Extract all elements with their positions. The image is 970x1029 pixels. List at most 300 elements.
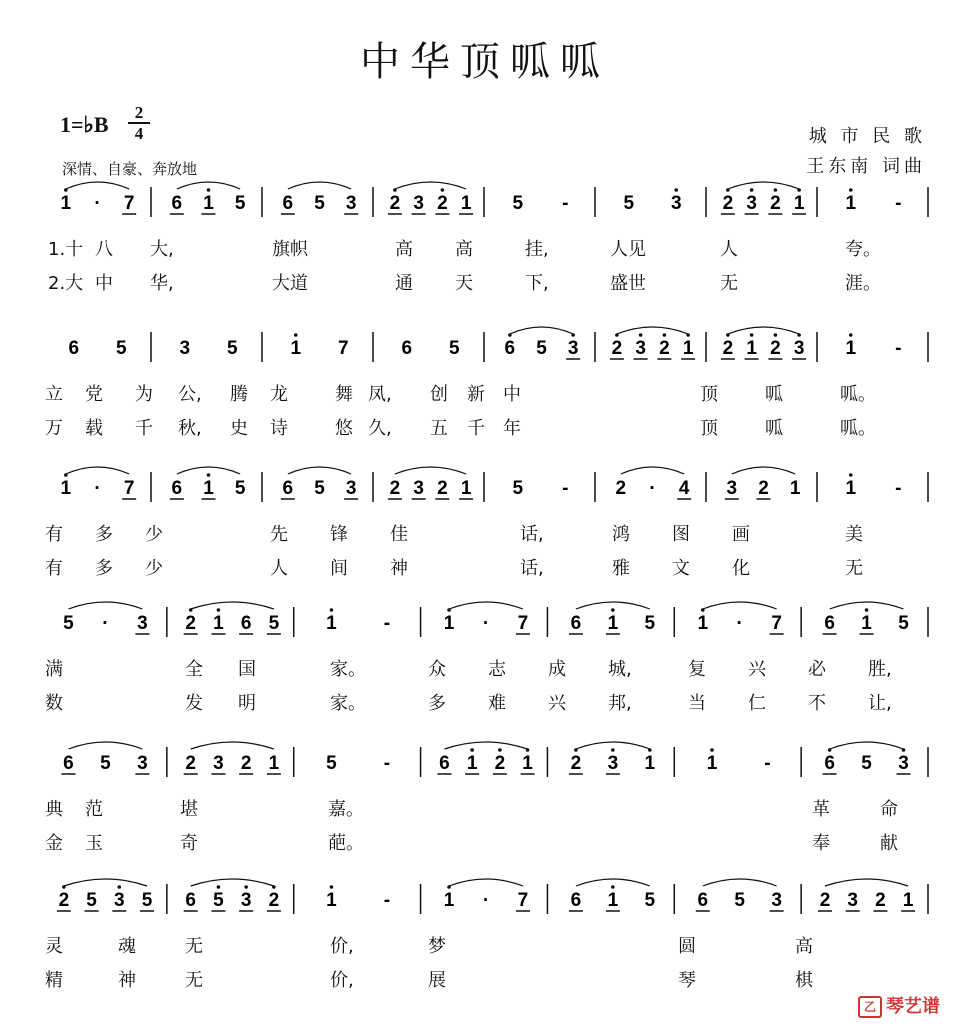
note: 1 <box>203 478 214 499</box>
lyric-syllable: 高 <box>795 936 813 957</box>
lyric-syllable: 千 <box>467 418 485 439</box>
lyric-syllable: 精 <box>45 970 63 991</box>
note: 2 <box>437 478 448 499</box>
note: 2 <box>570 753 582 774</box>
note: 6 <box>824 613 835 634</box>
note: 5 <box>734 890 746 911</box>
lyric-syllable: 史 <box>230 418 248 439</box>
lyric-syllable: 金 <box>45 833 63 854</box>
octave-dot <box>849 188 853 192</box>
note: 1 <box>326 890 337 911</box>
note: 6 <box>68 338 80 359</box>
note: 1 <box>789 478 801 499</box>
note: 2 <box>819 890 831 911</box>
score-system <box>0 320 970 440</box>
lyric-syllable: 家。 <box>330 693 366 714</box>
lyric-syllable: 多 <box>428 693 446 714</box>
note: 3 <box>137 613 148 634</box>
note: 2 <box>659 338 670 359</box>
note: 3 <box>746 193 757 214</box>
octave-dot <box>774 188 778 192</box>
note: 1 <box>60 478 72 499</box>
note: 7 <box>771 613 782 634</box>
slur <box>617 327 688 334</box>
lyric-syllable: 棋 <box>795 970 813 991</box>
note: 5 <box>898 613 909 634</box>
lyric-syllable: 奉 <box>812 833 830 854</box>
slur <box>444 742 527 749</box>
lyric-line <box>0 655 970 679</box>
note: 6 <box>185 890 197 911</box>
note: 1 <box>845 338 857 359</box>
dot-augment: · <box>649 478 656 499</box>
slur <box>66 182 129 189</box>
note: 7 <box>123 478 135 499</box>
note: 3 <box>413 478 424 499</box>
note: 6 <box>171 193 183 214</box>
lyric-line <box>0 829 970 853</box>
note: 5 <box>226 338 238 359</box>
lyric-syllable: 华, <box>150 273 174 294</box>
note: 6 <box>504 338 516 359</box>
note: 2 <box>875 890 886 911</box>
lyric-syllable: 画 <box>732 524 750 545</box>
note: 5 <box>115 338 127 359</box>
note: 3 <box>137 753 148 774</box>
note: 5 <box>314 193 325 214</box>
dash-sustain: - <box>895 338 902 359</box>
lyric-syllable: 呱。 <box>840 418 876 439</box>
note: 1 <box>697 613 709 634</box>
octave-dot <box>294 333 298 337</box>
note: 5 <box>623 193 635 214</box>
octave-dot <box>849 473 853 477</box>
note: 1 <box>443 613 455 634</box>
slur <box>288 467 351 474</box>
note: 6 <box>63 753 74 774</box>
lyric-syllable: 志 <box>488 659 506 680</box>
lyric-syllable: 人 <box>720 239 738 260</box>
lyric-syllable: 价, <box>330 936 354 957</box>
lyric-syllable: 久, <box>368 418 392 439</box>
dot-augment: · <box>94 193 101 214</box>
slur <box>177 182 240 189</box>
lyric-syllable: 高 <box>455 239 473 260</box>
lyric-syllable: 众 <box>428 659 446 680</box>
lyric-syllable: 诗 <box>270 418 288 439</box>
lyric-syllable: 难 <box>488 693 506 714</box>
note: 5 <box>644 890 656 911</box>
note: 1 <box>60 193 72 214</box>
note: 1 <box>203 193 214 214</box>
note: 5 <box>100 753 111 774</box>
octave-dot <box>639 333 643 337</box>
score-system <box>0 595 970 715</box>
lyric-syllable: 涯。 <box>845 273 881 294</box>
note: 3 <box>726 478 738 499</box>
dash-sustain: - <box>764 753 771 774</box>
slur <box>825 879 908 886</box>
lyric-syllable: 价, <box>330 970 354 991</box>
note: 3 <box>567 338 579 359</box>
lyric-syllable: 立 <box>45 384 63 405</box>
lyric-syllable: 奇 <box>180 833 198 854</box>
note: 6 <box>282 478 294 499</box>
lyric-line <box>0 966 970 990</box>
slur <box>621 467 684 474</box>
octave-dot <box>217 885 221 889</box>
slur <box>449 602 523 609</box>
note: 1 <box>268 753 280 774</box>
note: 5 <box>268 613 280 634</box>
lyric-syllable: 佳 <box>390 524 408 545</box>
lyric-syllable: 葩。 <box>328 833 364 854</box>
lyric-syllable: 全 <box>185 659 203 680</box>
lyric-syllable: 城, <box>608 659 632 680</box>
note: 3 <box>179 338 191 359</box>
octave-dot <box>470 748 474 752</box>
note: 3 <box>847 890 859 911</box>
note: 2 <box>770 338 781 359</box>
lyric-syllable: 顶 <box>700 418 718 439</box>
notation-line <box>0 595 970 643</box>
note: 5 <box>234 193 246 214</box>
note: 3 <box>240 890 252 911</box>
lyric-syllable: 展 <box>428 970 446 991</box>
lyric-syllable: 天 <box>455 273 473 294</box>
octave-dot <box>710 748 714 752</box>
lyric-syllable: 家。 <box>330 659 366 680</box>
lyric-syllable: 多 <box>95 524 113 545</box>
octave-dot <box>611 885 615 889</box>
slur <box>68 602 142 609</box>
note: 2 <box>611 338 623 359</box>
notation-line <box>0 320 970 368</box>
lyric-syllable: 少 <box>145 558 163 579</box>
lyric-syllable: 范 <box>85 799 103 820</box>
lyric-syllable: 必 <box>808 659 826 680</box>
note: 3 <box>898 753 909 774</box>
lyric-syllable: 琴 <box>678 970 696 991</box>
note: 1 <box>902 890 914 911</box>
lyric-syllable: 五 <box>430 418 448 439</box>
octave-dot <box>611 748 615 752</box>
lyric-syllable: 神 <box>118 970 136 991</box>
notation-line <box>0 872 970 920</box>
lyric-syllable: 嘉。 <box>328 799 364 820</box>
lyric-syllable: 典 <box>45 799 63 820</box>
slur <box>66 467 129 474</box>
dash-sustain: - <box>895 478 902 499</box>
lyric-syllable: 成 <box>548 659 566 680</box>
note: 5 <box>213 890 224 911</box>
octave-dot <box>611 608 615 612</box>
lyric-syllable: 呱。 <box>840 384 876 405</box>
lyric-syllable: 鸿 <box>612 524 630 545</box>
note: 1 <box>644 753 656 774</box>
lyric-syllable: 龙 <box>270 384 288 405</box>
lyric-line <box>0 795 970 819</box>
slur <box>177 467 240 474</box>
note: 1 <box>682 338 694 359</box>
note: 1 <box>460 478 472 499</box>
note: 1 <box>213 613 224 634</box>
note: 2 <box>185 613 197 634</box>
note: 2 <box>722 338 734 359</box>
song-title: 中华顶呱呱 <box>360 39 610 85</box>
note: 1 <box>290 338 302 359</box>
key-signature: 1=♭B <box>60 112 109 137</box>
dash-sustain: - <box>895 193 902 214</box>
lyric-syllable: 兴 <box>548 693 566 714</box>
lyric-syllable: 万 <box>45 418 63 439</box>
lyric-syllable: 当 <box>688 693 706 714</box>
lyric-syllable: 无 <box>845 558 863 579</box>
lyric-syllable: 梦 <box>428 936 446 957</box>
lyric-syllable: 不 <box>808 693 826 714</box>
lyric-syllable: 灵 <box>45 936 63 957</box>
slur <box>191 879 274 886</box>
octave-dot <box>217 608 221 612</box>
notation-line <box>0 175 970 223</box>
note: 5 <box>448 338 460 359</box>
note: 2 <box>389 193 401 214</box>
lyric-syllable: 夸。 <box>845 239 881 260</box>
score-system <box>0 460 970 580</box>
slur <box>728 327 799 334</box>
notation-line <box>0 735 970 783</box>
lyric-syllable: 2.大 <box>48 273 84 294</box>
lyric-syllable: 大, <box>150 239 174 260</box>
lyric-syllable: 邦, <box>608 693 632 714</box>
lyric-syllable: 呱 <box>765 418 783 439</box>
octave-dot <box>330 608 334 612</box>
lyric-syllable: 锋 <box>330 524 348 545</box>
lyric-syllable: 无 <box>185 970 203 991</box>
note: 5 <box>326 753 337 774</box>
note: 2 <box>58 890 70 911</box>
lyric-syllable: 大道 <box>272 273 308 294</box>
lyric-line <box>0 689 970 713</box>
lyric-syllable: 图 <box>672 524 690 545</box>
dash-sustain: - <box>562 193 569 214</box>
note: 6 <box>171 478 183 499</box>
slur <box>576 602 650 609</box>
note: 2 <box>615 478 627 499</box>
dot-augment: · <box>482 890 490 911</box>
note: 5 <box>63 613 74 634</box>
octave-dot <box>117 885 121 889</box>
lyric-syllable: 通 <box>395 273 413 294</box>
lyric-syllable: 高 <box>395 239 413 260</box>
lyric-line <box>0 235 970 259</box>
note: 5 <box>536 338 547 359</box>
lyric-syllable: 中 <box>95 273 113 294</box>
slur <box>395 467 466 474</box>
note: 1 <box>845 478 857 499</box>
note: 3 <box>670 193 682 214</box>
watermark-text: 琴艺谱 <box>886 996 940 1017</box>
lyric-syllable: 话, <box>520 558 544 579</box>
note: 2 <box>758 478 769 499</box>
note: 2 <box>268 890 280 911</box>
meter-top: 2 <box>134 103 144 122</box>
lyric-syllable: 载 <box>85 418 103 439</box>
note: 2 <box>389 478 401 499</box>
lyric-line <box>0 414 970 438</box>
note: 2 <box>437 193 448 214</box>
slur <box>728 182 799 189</box>
note: 1 <box>522 753 533 774</box>
note: 5 <box>314 478 325 499</box>
lyric-syllable: 顶 <box>700 384 718 405</box>
note: 2 <box>185 753 197 774</box>
lyric-syllable: 仁 <box>748 693 766 714</box>
lyric-syllable: 党 <box>85 384 103 405</box>
lyric-line <box>0 269 970 293</box>
note: 6 <box>282 193 294 214</box>
lyric-syllable: 神 <box>390 558 408 579</box>
lyric-syllable: 盛世 <box>610 273 646 294</box>
octave-dot <box>244 885 248 889</box>
note: 5 <box>86 890 97 911</box>
lyric-syllable: 让, <box>868 693 892 714</box>
note: 2 <box>722 193 734 214</box>
lyric-syllable: 公, <box>178 384 202 405</box>
note: 5 <box>234 478 246 499</box>
score-system <box>0 175 970 295</box>
lyric-syllable: 化 <box>732 558 750 579</box>
octave-dot <box>441 188 445 192</box>
lyric-syllable: 胜, <box>868 659 892 680</box>
slur <box>510 327 573 334</box>
lyric-syllable: 无 <box>185 936 203 957</box>
note: 3 <box>413 193 424 214</box>
slur <box>703 879 777 886</box>
dash-sustain: - <box>562 478 569 499</box>
lyric-syllable: 美 <box>845 524 863 545</box>
note: 6 <box>570 890 582 911</box>
lyric-syllable: 间 <box>330 558 348 579</box>
lyric-syllable: 人见 <box>610 239 646 260</box>
note: 5 <box>644 613 656 634</box>
lyric-syllable: 人 <box>270 558 288 579</box>
note: 7 <box>337 338 349 359</box>
note: 1 <box>607 613 619 634</box>
note: 1 <box>607 890 619 911</box>
note: 2 <box>494 753 506 774</box>
slur <box>576 742 650 749</box>
note: 6 <box>824 753 835 774</box>
lyric-syllable: 有 <box>45 558 63 579</box>
lyric-syllable: 献 <box>880 833 898 854</box>
slur <box>449 879 523 886</box>
note: 2 <box>240 753 252 774</box>
slur <box>191 602 274 609</box>
note: 5 <box>141 890 153 911</box>
dash-sustain: - <box>383 613 391 634</box>
note: 7 <box>517 890 529 911</box>
lyric-syllable: 数 <box>45 693 63 714</box>
lyric-syllable: 秋, <box>178 418 202 439</box>
lyric-syllable: 无 <box>720 273 738 294</box>
note: 1 <box>460 193 472 214</box>
score-system <box>0 735 970 855</box>
lyric-syllable: 凤, <box>368 384 392 405</box>
notation-line <box>0 460 970 508</box>
lyric-syllable: 发 <box>185 693 203 714</box>
note: 3 <box>793 338 805 359</box>
note: 1 <box>326 613 337 634</box>
octave-dot <box>865 608 869 612</box>
lyric-syllable: 1.十 <box>48 239 84 260</box>
lyric-syllable: 多 <box>95 558 113 579</box>
dash-sustain: - <box>383 890 391 911</box>
octave-dot <box>674 188 678 192</box>
lyric-syllable: 腾 <box>230 384 248 405</box>
note: 1 <box>443 890 455 911</box>
lyric-line <box>0 932 970 956</box>
note: 1 <box>845 193 857 214</box>
slur <box>191 742 274 749</box>
slur <box>703 602 777 609</box>
octave-dot <box>750 188 754 192</box>
slur <box>830 742 904 749</box>
lyric-syllable: 下, <box>525 273 549 294</box>
lyric-syllable: 年 <box>503 418 521 439</box>
note: 1 <box>793 193 805 214</box>
lyric-syllable: 满 <box>45 659 63 680</box>
note: 3 <box>113 890 125 911</box>
lyric-syllable: 先 <box>270 524 288 545</box>
lyric-syllable: 悠 <box>335 418 353 439</box>
lyric-syllable: 中 <box>503 384 521 405</box>
lyric-syllable: 文 <box>672 558 690 579</box>
note: 7 <box>123 193 135 214</box>
dash-sustain: - <box>383 753 391 774</box>
lyric-syllable: 挂, <box>525 239 549 260</box>
slur <box>830 602 904 609</box>
score-system <box>0 872 970 992</box>
slur <box>68 742 142 749</box>
lyric-syllable: 创 <box>430 384 448 405</box>
note: 1 <box>746 338 757 359</box>
dot-augment: · <box>736 613 743 634</box>
note: 3 <box>213 753 224 774</box>
note: 3 <box>771 890 782 911</box>
lyric-syllable: 命 <box>880 799 898 820</box>
lyric-syllable: 复 <box>688 659 706 680</box>
lyric-syllable: 革 <box>812 799 830 820</box>
lyric-syllable: 为 <box>135 384 153 405</box>
note: 3 <box>345 193 357 214</box>
lyric-syllable: 明 <box>238 693 256 714</box>
note: 3 <box>635 338 646 359</box>
note: 5 <box>512 193 524 214</box>
lyric-syllable: 呱 <box>765 384 783 405</box>
lyric-syllable: 少 <box>145 524 163 545</box>
slur <box>395 182 466 189</box>
time-signature <box>128 104 150 142</box>
lyric-syllable: 千 <box>135 418 153 439</box>
lyric-syllable: 有 <box>45 524 63 545</box>
tempo-marking: 深情、自豪、奔放地 <box>62 160 198 178</box>
logo-icon: 乙 <box>858 996 882 1018</box>
note: 6 <box>697 890 709 911</box>
lyric-syllable: 雅 <box>612 558 630 579</box>
octave-dot <box>207 473 211 477</box>
slur <box>576 879 650 886</box>
